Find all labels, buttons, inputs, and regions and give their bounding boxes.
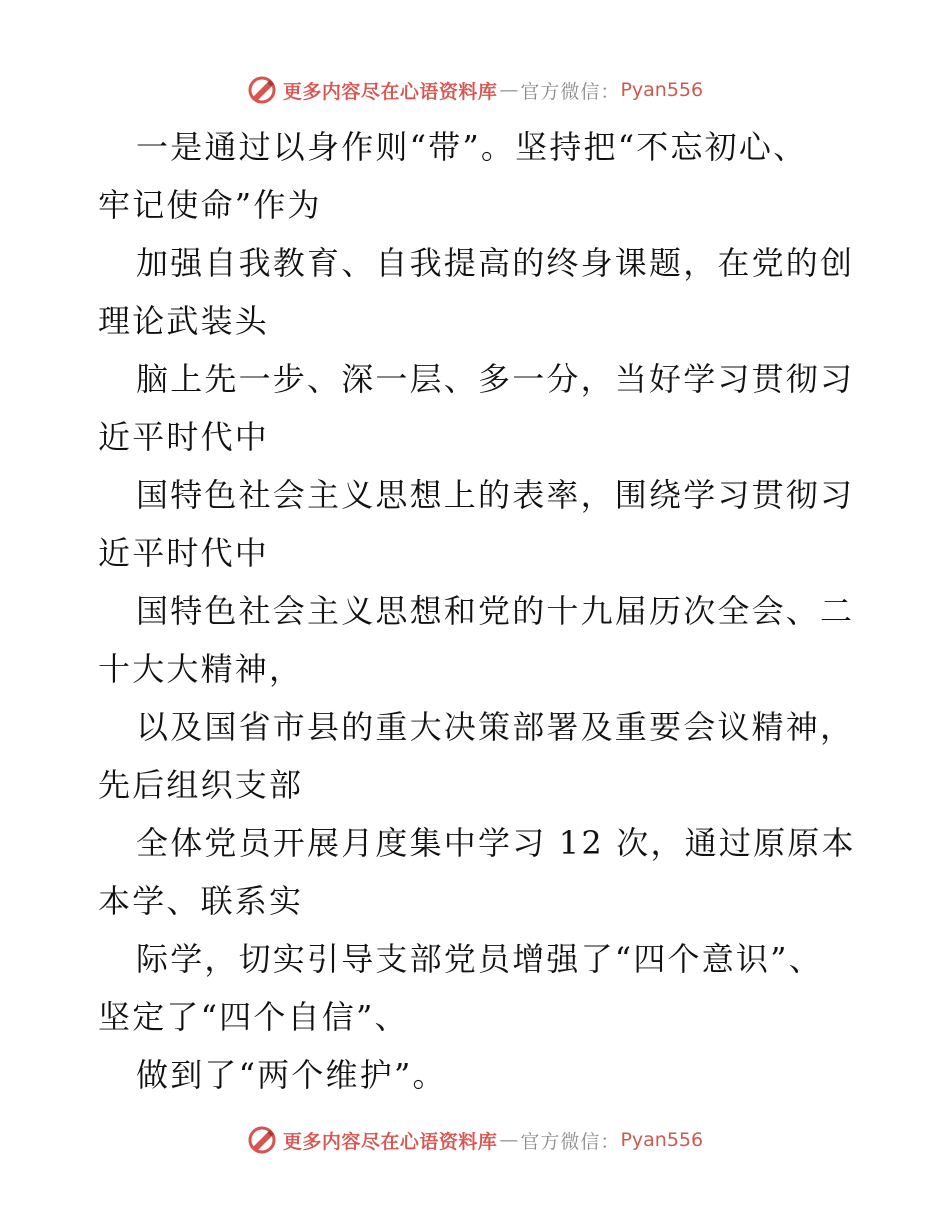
text-line: 理论武装头 (98, 302, 270, 340)
text-line: 国特色社会主义思想和党的十九届历次全会、二 (136, 592, 855, 630)
pen-circle-logo-icon (247, 1125, 277, 1155)
document-body (98, 118, 858, 1104)
wechat-id: Pyan556 (620, 79, 704, 101)
text-line: 做到了“两个维护”。 (136, 1056, 447, 1094)
text-line: 以及国省市县的重大决策部署及重要会议精神， (136, 708, 855, 746)
text-line: 牢记使命”作为 (98, 186, 322, 224)
wechat-label: 官方微信： (520, 1130, 621, 1153)
separator-dash: — (499, 79, 519, 101)
text-line: 本学、联系实 (98, 882, 304, 920)
text-line: 先后组织支部 (98, 766, 304, 804)
text-line: 一是通过以身作则“带”。坚持把“不忘初心、 (136, 128, 808, 166)
wechat-id: Pyan556 (620, 1129, 704, 1151)
site-name-text: 更多内容尽在心语资料库 (282, 1130, 498, 1153)
text-line: 全体党员开展月度集中学习 12 次，通过原原本 (136, 824, 856, 862)
text-line: 加强自我教育、自我提高的终身课题，在党的创 (136, 244, 855, 282)
text-line: 坚定了“四个自信”、 (98, 998, 409, 1036)
header-banner (0, 70, 950, 110)
separator-dash: — (499, 1129, 519, 1151)
text-line: 脑上先一步、深一层、多一分，当好学习贯彻习 (136, 360, 855, 398)
text-line: 际学，切实引导支部党员增强了“四个意识”、 (136, 940, 823, 978)
text-line: 十大大精神， (98, 650, 304, 688)
text-line: 国特色社会主义思想上的表率，围绕学习贯彻习 (136, 476, 855, 514)
wechat-label: 官方微信： (520, 80, 621, 103)
footer-banner (0, 1120, 950, 1160)
text-line: 近平时代中 (98, 418, 270, 456)
pen-circle-logo-icon (247, 75, 277, 105)
text-line: 近平时代中 (98, 534, 270, 572)
site-name-text: 更多内容尽在心语资料库 (282, 80, 498, 103)
